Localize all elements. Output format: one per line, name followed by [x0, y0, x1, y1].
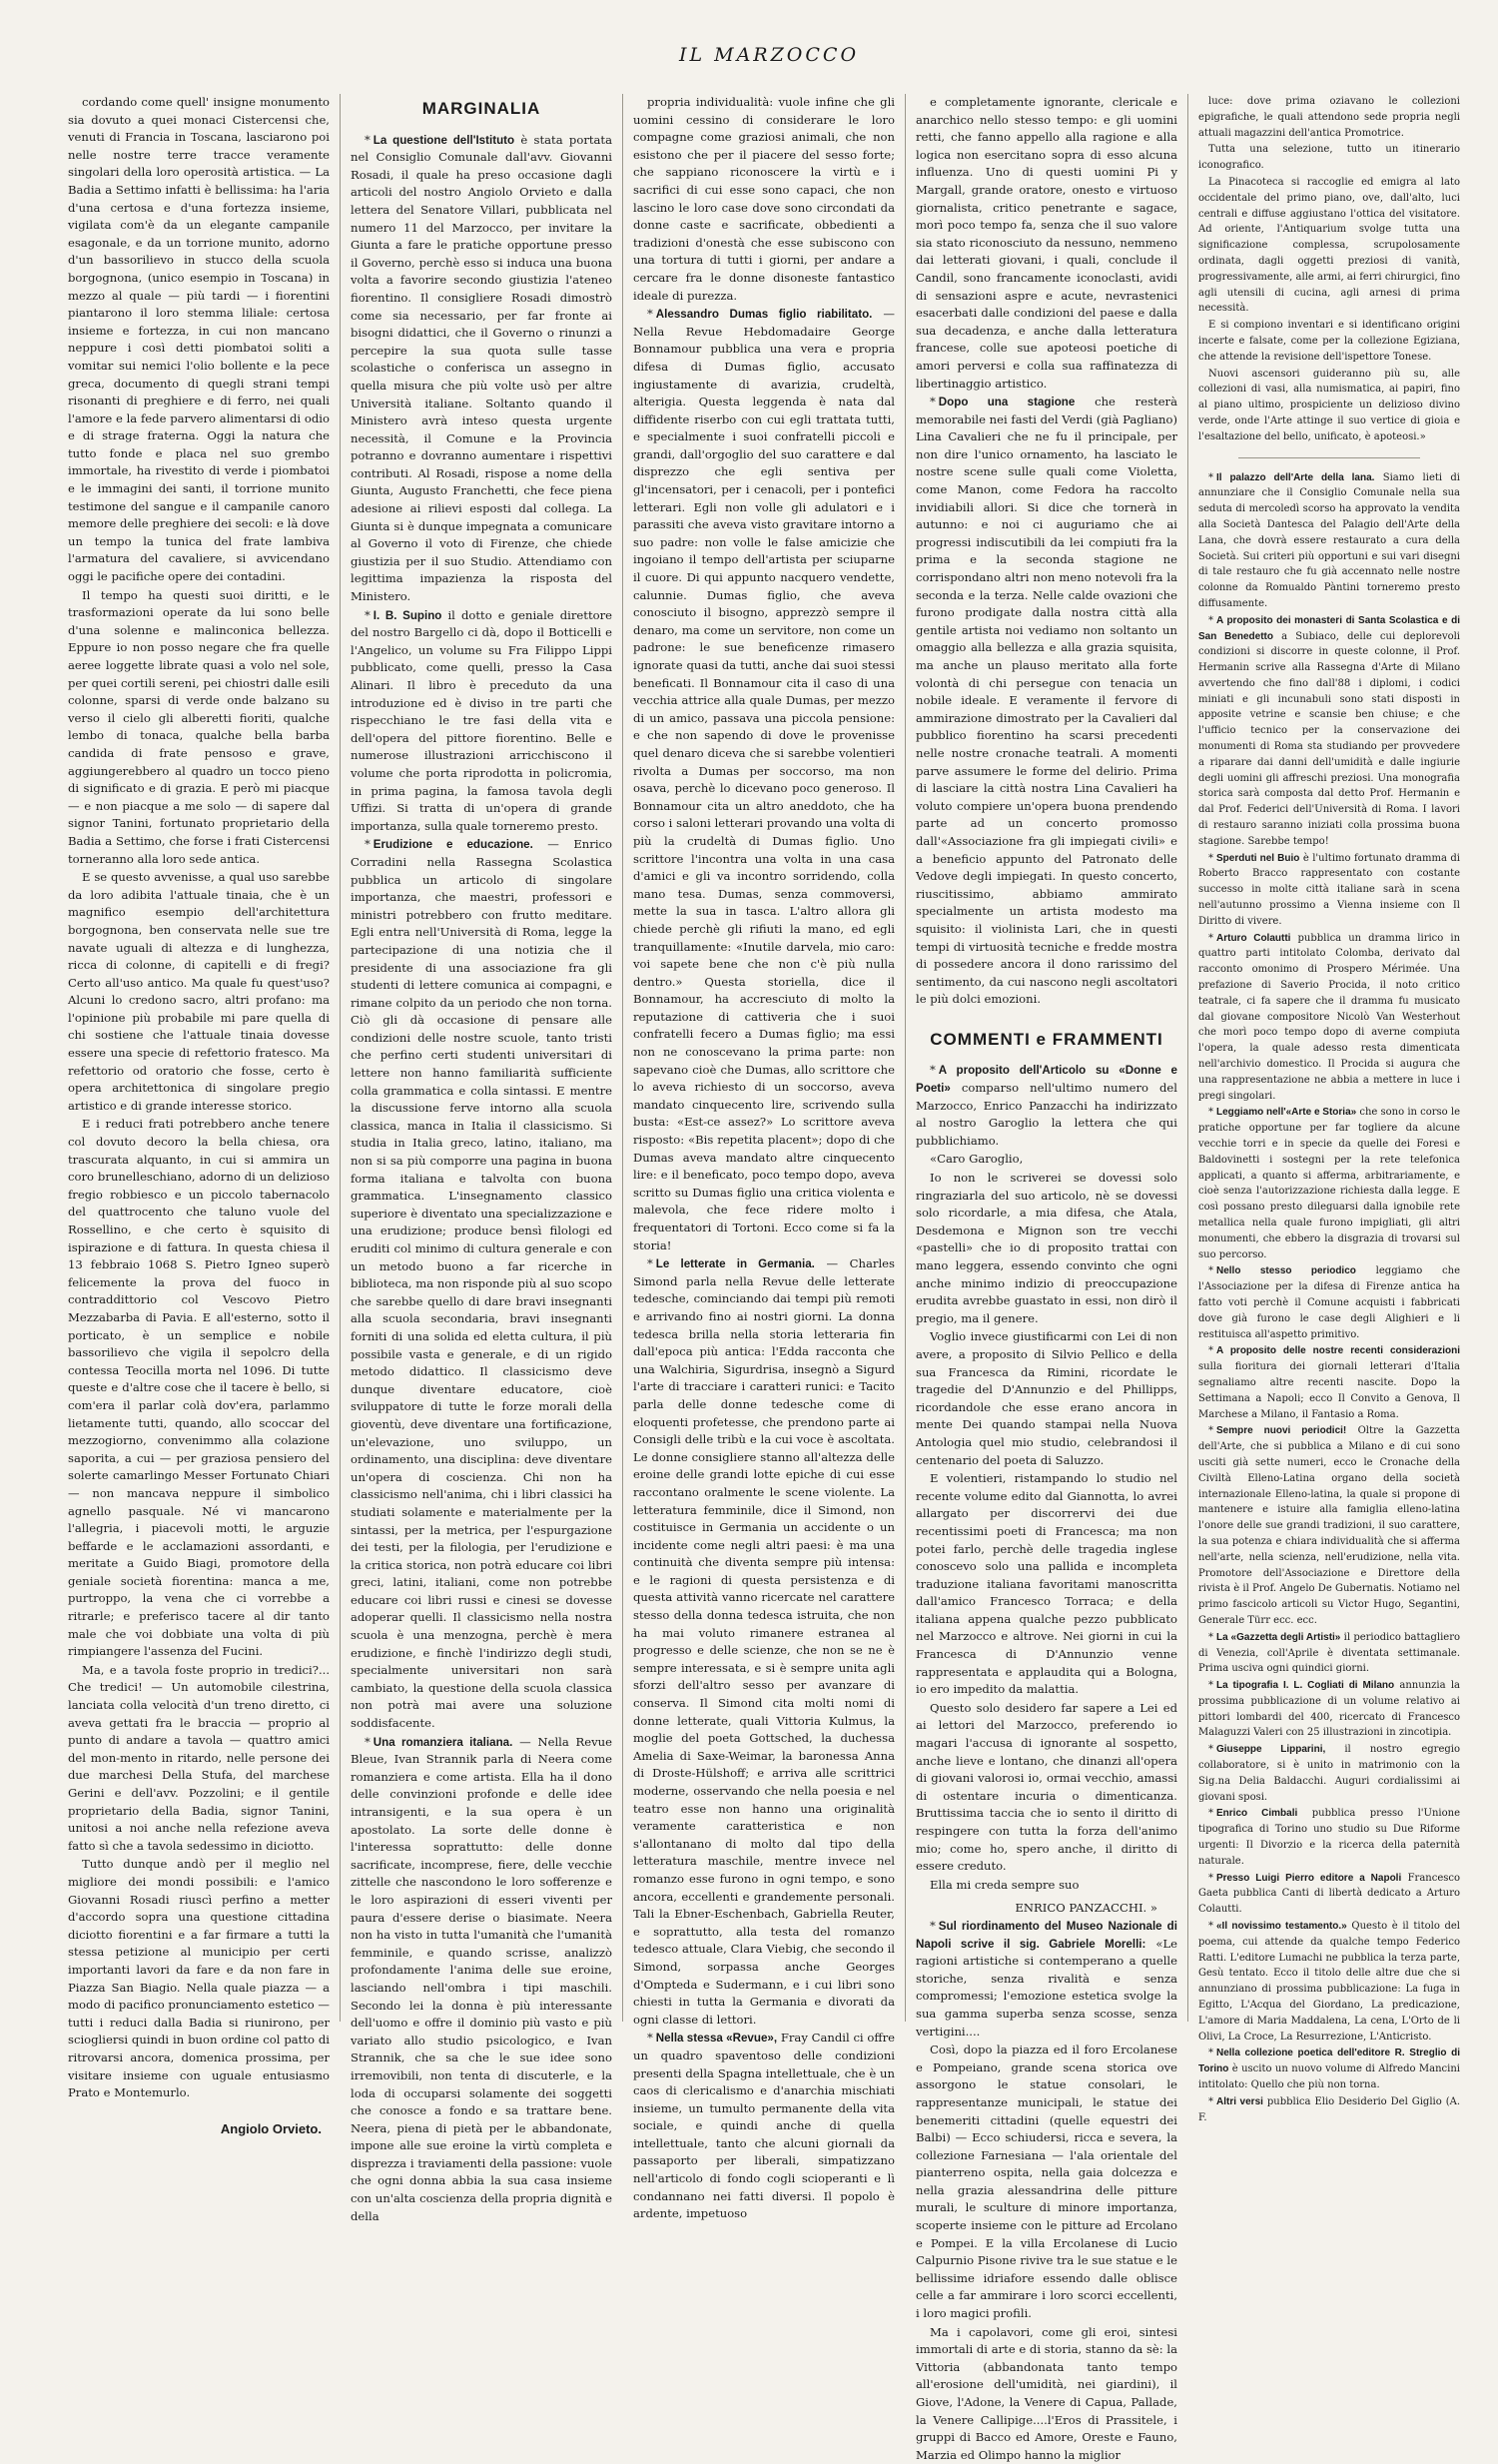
author-signature: Angiolo Orvieto.	[220, 2120, 322, 2136]
article-lead: Sempre nuovi periodici!	[1216, 1425, 1347, 1437]
article-text: Voglio invece giustificarmi con Lei di non avere, a proposito di Silvio Pellico e della sua Francesca da Rimini, ricordate le tragedie del D'Annunzio e del Phillipps, ricordandole che esse erano ancora in mente Dei quando stampai nella Nuova Antologia quel mio studio, celebrandosi il centenario del poeta di Saluzzo.	[916, 1329, 1177, 1467]
asterisk-icon: *	[1208, 1425, 1213, 1437]
article-lead: Una romanziera italiana.	[373, 1735, 513, 1749]
asterisk-icon: *	[365, 132, 371, 147]
article-text: — Nella Revue Hebdomadaire George Bonnamour pubblica una vera e propria difesa di Dumas figlio, accusato ingiustamente di avarizia, crudeltà, alterigia. Questa leggenda è nata dal diffidente riserbo con cui egli trattata tutti, e specialmente i suoi confratelli piccoli e grandi, dall'orgoglio del suo carattere e dal disprezzo che egli sentiva per gl'incensatori, per i cenacoli, per i pontefici letterari. Egli non volle gli adulatori e i parassiti che aveva visto gravitare intorno a suo padre: non volle le false amicizie che ingoiano il tempo dell'artista per sciuparne il cuore. Di qui appunto nacquero vendette, calunnie. Dumas figlio, che aveva conosciuto il bisogno, apprezzò sempre il denaro, ma come un servitore, non come un padrone: le sue beneficenze rimasero ignorate quasi da tutti, anche dai suoi stessi beneficati. Il Bonnamour cita il caso di una vecchia attrice alla quale Dumas, per mezzo di un amico, passava una piccola pensione: e che non sapendo di dove le provenisse quel denaro diceva che si sarebbe volentieri rivolta a Dumas per soccorso, ma non osava, perchè lo dicevano poco generoso. Il Bonnamour cita un altro aneddoto, che ha corso i saloni letterari provando una volta di più la crudeltà di Dumas figlio. Uno scrittore l'incontra una volta in una casa d'amici e gli va incontro sorridendo, colla mano tesa. Dumas, senza commoversi, mette la sua in tasca. L'altro allora gli chiede perchè gli rifiuti la mano, ed egli tranquillamente: «Inutile darvela, mio caro: voi sapete bene che non c'è più nulla dentro.» Questa storiella, dice il Bonnamour, ha accresciuto di molto la reputazione di cattiveria che i suoi confratelli fecero a Dumas figlio; ma essi non ne conoscevano la prima parte: non sapevano cioè che Dumas, allo scrittore che lo aveva richiesto di un soccorso, aveva mandato cinquecento lire, scrivendo sulla busta: «Est-ce assez?» Lo scrittore aveva risposto: «Bis repetita placent»; dopo di che Dumas aveva mandato altre cinquecento lire: e il beneficato, poco tempo dopo, aveva scritto su Dumas figlio una critica violenta e malevola, che fece ridere molto i frequentatori di Tortoni. Ecco come si fa la storia!	[633, 307, 895, 1252]
column-2	[340, 94, 622, 2223]
section-heading-marginalia: MARGINALIA	[421, 99, 541, 118]
section-heading-commenti: COMMENTI e FRAMMENTI	[930, 1029, 1163, 1049]
article-lead: Alessandro Dumas figlio riabilitato.	[655, 308, 873, 322]
article-paragraph	[1198, 1871, 1460, 1918]
article-paragraph	[633, 94, 895, 305]
article-lead: Nella stessa «Revue»,	[655, 2032, 778, 2046]
article-lead: «Il novissimo testamento.»	[1216, 1921, 1347, 1933]
article-lead: Le letterate in Germania.	[655, 1257, 815, 1271]
asterisk-icon: *	[1208, 1921, 1213, 1933]
article-lead: La questione dell'Istituto	[373, 133, 515, 147]
article-lead: Erudizione e educazione.	[373, 838, 533, 852]
article-text: — Nella Revue Bleue, Ivan Strannik parla di Neera come romanziera e come artista. Ella ha il dono delle convinzioni profonde e delle idee intransigenti, e la sua opera è un apostolato. La sorte delle donne è l'interessa soprattutto: delle donne sacrificate, incomprese, fiere, delle vecchie zittelle che nascondono le loro sofferenze e le loro aspirazioni di esseri viventi per paura d'essere derise o biasimate. Neera non ha visto in tutta l'umanità che l'umanità femminile, e quando scrisse, analizzò profondamente l'anima delle sue eroine, lasciando nell'ombra i tipi maschili. Secondo lei la donna è più interessante dell'uomo e offre il dominio più vasto e più variato allo studio psicologico, e Ivan Strannik, che sa che le sue idee sono irremovibili, non tenta di discuterle, e la loda di occuparsi solamente dei soggetti che conosce a fondo e sa trattare bene. Neera, piena di pietà per le abbandonate, impone alle sue eroine la virtù completa e disprezza i traviamenti della passione: vuole che ogni donna abbia la sua casa insieme con un'alta coscienza della propria dignità e della	[351, 1734, 613, 2223]
article-text: che sono in corso le pratiche opportune per far togliere da alcune vecchie torri e in specie da quelle dei Foresi e Baldovinetti i sostegni per la rete telefonica applicati, a quanto si afferma, arbitrariamente, e cioè senza l'autorizzazione richiesta dalla legge. E così possano presto dileguarsi dalla ignobile rete metallica nella quale furono impigliati, gli altri monumenti, che ebbero la disgrazia di trovarsi sul suo percorso.	[1198, 1107, 1460, 1260]
article-text: Io non le scriverei se dovessi solo ringraziarla del suo articolo, nè se dovessi solo ricordarle, a mia difesa, che Atala, Desdemona e Mignon son tre vecchi «pastelli» che io di proposito trattai con mano leggera, essendo convinto che ogni anche minimo indizio di preoccupazione erudita avrebbe guastato in essi, non dirò il pregio, ma il genere.	[916, 1171, 1177, 1325]
letter-signature: ENRICO PANZACCHI. »	[1015, 1901, 1157, 1916]
asterisk-icon: *	[365, 837, 371, 852]
column-1	[68, 94, 340, 2136]
article-paragraph	[916, 1151, 1177, 1169]
asterisk-icon: *	[647, 1256, 653, 1271]
article-paragraph	[1198, 1630, 1460, 1677]
article-paragraph	[351, 132, 612, 606]
article-lead: Il palazzo dell'Arte della lana.	[1216, 471, 1375, 483]
asterisk-icon: *	[930, 1063, 936, 1078]
asterisk-icon: *	[1208, 932, 1213, 944]
article-text: a Subiaco, delle cui deplorevoli condizioni si discorre in queste colonne, il Prof. Hermanin scrive alla Rassegna d'Arte di Milano avvertendo che fino dall'88 i diplomi, i codici miniati e gli incunabuli sono stati disposti in apposite vetrine e scansie ben chiuse; e che l'ufficio tecnico per la conservazione dei monumenti di Roma sta studiando per provvedere a riparare dai danni dell'umidità e dalle ingiurie degli uomini gli affreschi preziosi. Una monografia storica sarà composta dal detto Prof. Hermanin e dal Prof. Federici dell'Università di Roma. I lavori di restauro saranno iniziati colla prossima buona stagione. Sarebbe tempo!	[1198, 630, 1461, 847]
column-4	[905, 94, 1187, 2462]
article-text: — Charles Simond parla nella Revue delle letterate tedesche, cominciando dai tempi più remoti e arrivando fino ai nostri giorni. La donna tedesca brilla nella storia letteraria fin dall'epoca più antica: l'Edda racconta che una Walchiria, Sigurdrisa, insegnò a Sigurd l'arte di tracciare i caratteri runici: e Tacito parla delle donne tedesche come di eloquenti profetesse, che prendono parte ai Consigli delle tribù e la cui voce è ascoltata. Le donne consigliere stanno all'altezza delle eroine delle grandi lotte epiche di cui esse raccontano oralmente le scene violente. La letteratura femminile, dice il Simond, non costituisce in Germania un accidente o un incidente come negli altri paesi: è ma una continuità che diventa sempre più intensa: e le ragioni di questa persistenza e di questa attività vanno ricercate nel carattere stesso della donna tedesca istruita, che non ha mai voluto rimanere estranea al progresso e delle scienze, che non se ne è sempre interessata, e si è sempre unita agli sforzi dell'altro sesso per avanzare di conserva. Il Simond cita molti nomi di donne letterate, quali Vittoria Kulmus, la moglie del poeta Gottsched, la duchessa Amelia di Saxe-Weimar, la baronessa Anna di Droste-Hülshoff; e arriva alle scrittrici moderne, osservando che nella poesia e nel teatro esse non hanno una originalità veramente caratteristica e non s'allontanano di molto dal tipo della letteratura maschile, mentre invece nel romanzo esse furono in ogni tempo, e sono ancora, eccellenti e grandemente personali. Tali la Ebner-Eschenbach, Gabriella Reuter, e soprattutto, alla testa del romanzo tedesco attuale, Clara Viebig, che secondo il Simond, sorpassa anche Georges d'Ompteda e Sudermann, e i cui libri sono chiesti in tutta la Germania e divorati da ogni classe di lettori.	[633, 1256, 895, 2027]
article-paragraph	[633, 2030, 895, 2223]
article-lead: Nella collezione poetica dell'editore R. Streglio di Torino	[1198, 2048, 1460, 2075]
article-paragraph	[1198, 318, 1460, 365]
article-paragraph	[916, 1700, 1177, 1876]
article-paragraph	[916, 1062, 1177, 1150]
article-paragraph	[1198, 931, 1460, 1105]
article-text: Francesco Gaeta pubblica Canti di libertà dedicato a Arturo Colautti.	[1198, 1872, 1460, 1916]
article-text: Siamo lieti di annunziare che il Consiglio Comunale nella sua seduta di mercoledì scorso ha approvato la vendita alla Società Dantesca del Palagio dell'Arte della Lana, che dovrà essere restaurato a cura della Società. Sui criteri più opportuni e sui vari disegni di tale restauro che fu già accennato nelle nostre colonne da Romualdo Pàntini torneremo presto diffusamente.	[1198, 471, 1460, 609]
column-5	[1187, 94, 1470, 2123]
article-paragraph	[1198, 94, 1460, 141]
article-text: propria individualità: vuole infine che gli uomini cessino di considerare le loro compagne come graziosi animali, che non esistono che per il piacere del sesso forte; che sappiano riconoscere la virtù e i sacrifici di cui esse sono capaci, che non lascino le loro case dove sono circondati da donne caste e sacrificate, obbedienti a tradizioni d'onestà che esse subiscono con una tortura di tutti i giorni, per andare a cercare fra le donne disoneste fantastico ideale di purezza.	[633, 95, 895, 303]
article-paragraph	[1198, 1263, 1460, 1342]
article-paragraph	[1198, 175, 1460, 317]
article-lead: Arturo Colautti	[1216, 932, 1291, 944]
article-paragraph: cordando come quell' insigne monumento sia dovuto a quei monaci Cistercensi che, venuti di Francia in Toscana, lasciarono poi nelle nostre terre tracce veramente singolari della loro operosità artistica. — La Badia a Settimo infatti è bellissima: ha l'aria d'una certosa e d'una fortezza insieme, vigilata com'è da un elegante campanile esagonale, e da un torrione munito, adorno d'un bassorilievo in stucco della scuola borgognona, (unico esempio in Toscana) in mezzo al quale — più tardi — i fiorentini piantarono il loro stemma liliale: certosa insieme e fortezza, in cui non mancano neppure i così detti piombatoi soliti a vomitar sui nemici l'olio bollente e la pece greca, documento di quegli strani tempi risonanti di preghiere e di ferro, nei quali l'amore e la fede parvero alimentarsi di odio e di strage fraterna. Oggi la natura che tutto fonde e placa nel suo grembo immortale, ha rivestito di verde i piombatoi e le immagini dei santi, il torrione munito testimone del sangue e il campanile canoro memore delle preghiere dei secoli: e là dove un tempo la tunica del frate lambiva l'armatura del cavaliere, si avvicendano oggi le pacifiche opere dei contadini.	[68, 95, 330, 584]
article-text: «Le ragioni artistiche si contemperano a quelle storiche, senza rivalità e senza compromessi; l'emozione estetica svolge la sua gamma superba senza scosse, senza vertigini....	[916, 1936, 1178, 2039]
article-text: Tutta una selezione, tutto un itinerario iconografico.	[1198, 144, 1460, 172]
article-text: Fray Candil ci offre un quadro spaventoso delle condizioni presenti della Spagna intellettuale, che è un caos di clericalismo e d'anarchia mischiati insieme, un tumulto permanente della vita sociale, e quindi anche di quella intellettuale, tanto che alcuni giornali da passaporto per liberali, simpatizzano nell'articolo di fondo cogli scioperanti e lì condannano nei fatti diversi. Il popolo è ardente, impetuoso	[633, 2031, 896, 2221]
article-text: La Pinacoteca si raccoglie ed emigra al lato occidentale del primo piano, ove, dall'alto, luci centrali e diffuse aggiustano l'ottica del visitatore. Ad oriente, l'Antiquarium svolge tutta una significazione complessa, scrupolosamente ordinata, dagli oggetti preziosi di vanità, progressivamente, alle armi, ai ferri chirurgici, fino agli utensili di cucina, agli arnesi di prima necessità.	[1198, 176, 1460, 315]
article-text: pubblica presso l'Unione tipografica di Torino uno studio su Due Riforme urgenti: Il Divorzio e la ricerca della paternità naturale.	[1198, 1808, 1460, 1867]
article-paragraph	[351, 1734, 612, 2226]
article-paragraph: Ma, e a tavola foste proprio in tredici?... Che tredici! — Un automobile cilestrina, lanciata colla velocità d'un treno diretto, ci aveva gettati fra le braccia — proprio al punto di andare a tavola — quattro amici del mon-mento in ritardo, nelle persone dei due marchesi Della Stufa, del marchese Gerini e dell'avv. Pozzolini; e il gentile proprietario della Badia, signor Tanini, unitosi a noi anche nella refezione aveva fatto sì che a tavola sedessimo in diciotto.	[68, 1662, 330, 1853]
asterisk-icon: *	[1208, 852, 1213, 864]
article-text: Questo solo desidero far sapere a Lei ed ai lettori del Marzocco, preferendo io magari l'accusa di ignorante al sospetto, anche lieve e lontano, che dinanzi all'opera di giovani valorosi io, ormai vecchio, amassi di ostentare incuria o dimenticanza. Bruttissima taccia che io sento il diritto di respingere con tutta la forza dell'animo mio; come ho, spero anche, il diritto di essere creduto.	[916, 1700, 1177, 1874]
article-lead: A proposito dell'Articolo su «Donne e Poeti»	[916, 1064, 1177, 1096]
article-paragraph	[1198, 1343, 1460, 1422]
article-lead: A proposito dei monasteri di Santa Scolastica e di San Benedetto	[1198, 614, 1460, 642]
asterisk-icon: *	[1208, 2048, 1213, 2059]
article-paragraph	[1198, 1806, 1460, 1869]
article-text: comparso nell'ultimo numero del Marzocco, Enrico Panzacchi ha indirizzato al nostro Garoglio la lettera che qui pubblichiamo.	[916, 1081, 1177, 1148]
article-text: e completamente ignorante, clericale e anarchico nello stesso tempo: e gli uomini retti, che fanno appello alla ragione e alla logica non esercitano sopra di esso alcuna influenza. Uno di questi uomini Pi y Margall, grande oratore, onesto e virtuoso giornalista, critico penetrante e sagace, morì poco tempo fa, senza che il suo valore sia stato riconosciuto da nessuno, nemmeno dai letterati giovani, i quali, conclude il Candil, sono francamente iconoclasti, avidi di sensazioni aspre e acute, nevrastenici esacerbati dalle condizioni del paese e dalla sua decadenza, e anche dalla letteratura francese, colle sue apoteosi poetiche di amori perversi e colla sua raffinatezza di libertinaggio artistico.	[916, 95, 1177, 391]
article-paragraph	[916, 1877, 1177, 1895]
article-paragraph	[1198, 2094, 1460, 2126]
running-head: IL MARZOCCO	[678, 44, 860, 66]
article-text: Ma i capolavori, come gli eroi, sintesi immortali di arte e di storia, stanno da sè: la Vittoria (abbandonata tanto tempo all'erosione dell'umidità, nei giardini), il Giove, l'Adone, la Venere di Capua, Pallade, la Venere Callipige....l'Eros di Prassitele, i gruppi di Bacco ed Amore, Oreste e Fauno, Marzia ed Olimpo hanno la miglior	[916, 2324, 1178, 2462]
asterisk-icon: *	[1208, 1872, 1213, 1884]
asterisk-icon: *	[1208, 614, 1213, 626]
article-lead: Giuseppe Lipparini,	[1216, 1744, 1326, 1756]
article-text: pubblica Elio Desiderio Del Giglio (A. F.	[1198, 2095, 1461, 2123]
asterisk-icon: *	[930, 395, 936, 410]
article-text: Così, dopo la piazza ed il foro Ercolanese e Pompeiano, grande scena storica ove assorgono le statue consolari, le rappresentanze municipali, le statue dei benemeriti cittadini (quelle equestri dei Balbi) — Ecco schiudersi, ricca e severa, la collezione Farnesiana — l'ala orientale del pianterreno ospita, nella gaia dolcezza e nella grazia alessandrina delle pitture murali, le sculture di minore importanza, scoperte insieme con le pitture ad Ercolano e Pompei. E la villa Ercolanese di Lucio Calpurnio Pisone rivive tra le sue statue e le bellissime idriafore essendo dalle oblisce celle a far ammirare i loro scorci eccellenti, i loro magici profili.	[916, 2043, 1177, 2321]
article-text: luce: dove prima oziavano le collezioni epigrafiche, le quali attendono sede propria negli attuali magazzini dell'antica Promotrice.	[1198, 96, 1460, 139]
asterisk-icon: *	[1208, 1265, 1213, 1277]
article-lead: Leggiamo nell'«Arte e Storia»	[1216, 1107, 1357, 1119]
article-text: è l'ultimo fortunato dramma di Roberto Bracco rappresentato con costante successo in molte città italiane sarà in scena nell'autunno prossimo a Vienna insieme con Il Diritto di vivere.	[1198, 852, 1460, 927]
asterisk-icon: *	[365, 607, 371, 622]
article-text: E volentieri, ristampando lo studio nel recente volume edito dal Giannotta, lo avrei allargato per discorrervi dei due recentissimi poeti di Francesca; ma non potei farlo, perchè delle tragedia inglese conoscevo solo una pallida e incompleta traduzione italiana favoritami manoscritta dall'amico Francesco Torraca; e della italiana appena qualche pezzo pubblicato nel Marzocco e altrove. Nei giorni in cui la Francesca di D'Annunzio venne rappresentata e applaudita qui a Bologna, io ero impedito da malattia.	[916, 1471, 1177, 1697]
article-paragraph	[1198, 613, 1460, 850]
article-text: sulla fioritura dei giornali letterari d'Italia segnaliamo altre recenti nascite. Dopo la Settimana a Napoli; ecco Il Convito a Genova, Il Marchese a Milano, il Fantasio a Roma.	[1198, 1361, 1460, 1420]
article-paragraph	[351, 836, 612, 1732]
article-paragraph	[916, 1470, 1177, 1699]
article-text: il nostro egregio collaboratore, si è unito in matrimonio con la Sig.na Delia Baldacchi. Auguri cordialissimi ai giovani sposi.	[1198, 1744, 1460, 1803]
article-paragraph	[916, 2324, 1177, 2464]
article-paragraph	[916, 1170, 1177, 1327]
asterisk-icon: *	[1208, 1680, 1213, 1692]
article-paragraph	[916, 1328, 1177, 1469]
article-lead: Enrico Cimbali	[1216, 1808, 1298, 1820]
article-paragraph	[1198, 1678, 1460, 1741]
article-paragraph	[1198, 367, 1460, 445]
asterisk-icon: *	[365, 1734, 371, 1749]
article-paragraph	[1198, 2046, 1460, 2092]
asterisk-icon: *	[647, 307, 653, 322]
article-lead: Sul riordinamento del Museo Nazionale di Napoli scrive il sig. Gabriele Morelli:	[916, 1919, 1177, 1951]
article-lead: Nello stesso periodico	[1216, 1265, 1356, 1277]
article-text: pubblica un dramma lirico in quattro parti intitolato Colomba, derivato dal racconto omonimo di Prospero Mérimée. Una prefazione di Saverio Procida, il noto critico teatrale, ci fa sapere che il dramma fu musicato dal giovane compositore Nicolò Van Westerhout che morì poco tempo dopo di averne compiuta l'opera, la quale adesso resta dimenticata nell'archivio domestico. Il Procida si augura che una rappresentazione ne abbia a mettere in luce i pregi singolari.	[1198, 932, 1461, 1102]
asterisk-icon: *	[930, 1918, 936, 1933]
article-paragraph	[916, 1918, 1177, 2041]
asterisk-icon: *	[1208, 1744, 1213, 1756]
article-lead: Sperduti nel Buio	[1216, 852, 1300, 864]
article-lead: La tipografia I. L. Cogliati di Milano	[1216, 1680, 1395, 1692]
asterisk-icon: *	[1208, 1808, 1213, 1820]
article-lead: La «Gazzetta degli Artisti»	[1216, 1631, 1341, 1643]
article-text: — Enrico Corradini nella Rassegna Scolastica pubblica un articolo di singolare importanza, che maestri, professori e ministri potrebbero con frutto meditare. Egli entra nell'Università di Roma, legge la partecipazione di una notizia che il presidente di una associazione fra gli studenti di lettere comunica ai compagni, e rimane colpito da un periodo che non torna. Ciò gli dà occasione di pensare alle condizioni delle nostre scuole, tanto tristi che perfino certi studenti universitari di lettere non hanno familiarità sufficiente colla grammatica e colla sintassi. E mentre la discussione ferve intorno alla scuola classica, manca in Italia il classicismo. Si studia in Italia greco, latino, italiano, ma non si sa più comporre una pagina in buona forma italiana e talvolta con buona grammatica. L'insegnamento classico superiore è diventato una specializzazione e una erudizione; produce bensì filologi ed eruditi col minimo di cultura generale e con un metodo buono a far ricerche in biblioteca, ma non risponde più al suo scopo che sarebbe quello di dare bravi insegnanti alla scuola secondaria, bravi insegnanti forniti di una solida ed eletta cultura, il più possibile vasta e generale, e di un rigido metodo didattico. Il classicismo deve dunque diventare educatore, cioè sviluppatore di tutte le forze morali della gioventù, deve diventare una fortificazione, un'elevazione, uno sviluppo, un ordinamento, una disciplina: deve diventare un'opera di coscienza. Chi non ha classicismo nell'anima, chi i libri classici ha studiati solamente e materialmente per la sintassi, per la metrica, per l'espurgazione dei testi, per la filologia, per l'erudizione e la critica storica, non potrà educare coi libri greci, latini, italiani, come non potrebbe educare coi libri russi e cinesi se dovesse adoperar quelli. Il classicismo nella nostra scuola è una menzogna, perchè è mera erudizione, e finchè l'indirizzo degli studi, specialmente universitari non sarà cambiato, la questione della scuola classica non potrà mai avere una soluzione soddisfacente.	[351, 837, 612, 1731]
article-paragraph	[916, 94, 1177, 393]
article-paragraph	[1198, 470, 1460, 612]
asterisk-icon: *	[647, 2031, 653, 2046]
article-lead: A proposito delle nostre recenti considerazioni	[1216, 1345, 1460, 1357]
article-text: che resterà memorabile nei fasti del Verdi (già Pagliano) Lina Cavalieri che ne fu il principale, per non dire l'unico ornamento, ha lasciato le nostre scene sulle quali come Violetta, come Manon, come Fedora ha raccolto invidiabili allori. Si dice che tornerà in autunno: e noi ci auguriamo che ai progressi indiscutibili da lei compiuti fra la prima e la seconda stagione ne corrispondano altri non meno notevoli fra la seconda e la terza. Nelle calde ovazioni che furono prodigate dalla nostra città alla gentile artista noi vediamo non soltanto un omaggio alla bellezza e alla grazia squisita, ma anche un plauso meritato alla forte volontà di chi persegue con tenacia un nobile ideale. E veramente il fervore di ammirazione dimostrato per la Cavalieri dal pubblico fiorentino ha scarsi precedenti nelle nostre cronache teatrali. A momenti parve assumere le forme del delirio. Prima di lasciare la città nostra Lina Cavalieri ha voluto compiere un'opera buona prendendo parte ad un concerto promosso dall'«Associazione fra gli impiegati civili» e a beneficio appunto del Patronato delle Vedove degli impiegati. In questo concerto, riuscitissimo, abbiamo ammirato specialmente un artista modesto ma squisito: il violinista Lari, che in questi tempi di virtuosità tecniche e fredde mostra di possedere ancora il dono rarissimo del sentimento, da cui nascono negli ascoltatori le più dolci emozioni.	[916, 395, 1178, 1007]
article-paragraph	[633, 306, 895, 1254]
article-text: Nuovi ascensori guideranno più su, alle collezioni di vasi, alla numismatica, ai papiri, fino al piano ultimo, prospiciente un delizioso divino verde, onde l'Arte attinge il suo vertice di gioia e l'esaltazione del bello, unificato, è apoteosi.»	[1198, 368, 1460, 442]
asterisk-icon: *	[1208, 471, 1213, 483]
article-lead: Dopo una stagione	[938, 396, 1076, 410]
article-paragraph: E se questo avvenisse, a qual uso sarebbe da loro adibita l'attuale tinaia, che è un magnifico esempio dell'architettura borgognona, ben conservata nelle sue tre navate uguali di altezza e di lunghezza, ricca di colonne, di capitelli e di fregi? Certo all'uso antico. Ma quale fu quest'uso? Alcuni lo credono sacro, altri profano: ma l'opinione più probabile mi pare quella di chi sostiene che l'attuale tinaia dovesse essere una specie di refettorio fratesco. Ma refettorio od oratorio che fosse, certo è opera architettonica di singolare pregio artistico e di grande interesse storico.	[68, 870, 330, 1113]
article-text: leggiamo che l'Associazione per la difesa di Firenze antica ha fatto voti perchè il Comune acquisti i fabbricati dove già furono le case degli Alighieri e li restituisca all'aspetto primitivo.	[1198, 1265, 1460, 1340]
article-paragraph: Tutto dunque andò per il meglio nel migliore dei mondi possibili: e l'amico Giovanni Rosadi riuscì perfino a metter d'accordo sopra una questione cittadina diciotto fiorentini e a far firmare a tutti la stessa petizione al municipio per certi importanti lavori da fare e da non fare in Piazza San Biagio. Nella quale piazza — a modo di pacifico pronunciamento estetico — tutti i reduci dalla Badia si riunirono, per sciogliersi quindi in buon ordine col patto di ritrovarsi ancora, domenica prossima, per visitare insieme con uguale entusiasmo Prato e Montemurlo.	[68, 1857, 330, 2100]
article-lead: Presso Luigi Pierro editore a Napoli	[1216, 1872, 1402, 1884]
article-text: il periodico battagliero di Venezia, coll'Aprile è diventata settimanale. Prima usciva ogni quindici giorni.	[1198, 1631, 1461, 1675]
article-text: è uscito un nuovo volume di Alfredo Mancini intitolato: Quello che più non torna.	[1198, 2063, 1460, 2091]
asterisk-icon: *	[1208, 2095, 1213, 2107]
asterisk-icon: *	[1208, 1107, 1213, 1119]
article-paragraph	[1198, 1423, 1460, 1628]
article-paragraph	[633, 1255, 895, 2029]
asterisk-icon: *	[1208, 1631, 1213, 1643]
article-paragraph	[1198, 851, 1460, 930]
article-text: Oltre la Gazzetta dell'Arte, che si pubblica a Milano e di cui sono usciti già sette numeri, ecco le Cronache della Civiltà Elleno-Latina organo della società internazionale Elleno-latina, la quale si propone di mantenere e istuire alla famiglia elleno-latina l'onore delle sue grandi tradizioni, il suo carattere, la sua potenza e chiara individualità che si afferma nell'arte, nella scienza, nell'erudizione, nella vita. Promotore dell'Associazione e Direttore della rivista è il Prof. Angelo De Gubernatis. Notiamo nel primo fascicolo articoli su Victor Hugo, Segantini, Generale Türr ecc. ecc.	[1198, 1425, 1460, 1626]
section-divider	[1238, 457, 1420, 458]
article-paragraph	[916, 2042, 1177, 2323]
article-text: il dotto e geniale direttore del nostro Bargello ci dà, dopo il Botticelli e l'Angelico, un volume su Fra Filippo Lippi pubblicato, come quelli, presso la Casa Alinari. Il libro è preceduto da una introduzione ed è diviso in tre parti che rispecchiano le tre fasi della vita e dell'opera del pittore fiorentino. Belle e numerose illustrazioni arricchiscono il volume che porta riprodotta in policromia, in prima pagina, la famosa tavola degli Uffizi. Si tratta di un'opera di grande importanza, sulla quale torneremo presto.	[351, 607, 612, 833]
article-paragraph	[1198, 142, 1460, 174]
article-lead: Altri versi	[1216, 2095, 1263, 2107]
article-paragraph	[1198, 1919, 1460, 2045]
article-paragraph	[1198, 1742, 1460, 1805]
column-3	[622, 94, 905, 2221]
article-text: è stata portata nel Consiglio Comunale dall'avv. Giovanni Rosadi, il quale ha preso occasione dagli articoli del nostro Angiolo Orvieto e dalla lettera del Senatore Villari, pubblicata nel numero 11 del Marzocco, per invitare la Giunta a fare le pratiche opportune presso il Governo, perchè esso si induca una buona volta a favorire secondo giustizia l'ateneo fiorentino. Il consigliere Rosadi dimostrò come sia necessario, per far fronte ai bisogni didattici, che il Governo o rinunzi a percepire la sua quota sulle tasse scolastiche o conferisca un assegno in quella misura che più volte usò per altre Università italiane. Soltanto quando il Ministero avrà inteso questa urgente necessità, il Comune e la Provincia potranno e dovranno aumentare i rispettivi contributi. Al Rosadi, rispose a nome della Giunta, Augusto Franchetti, che fece piena adesione ai rilievi esposti dal collega. La Giunta si è dunque impegnata a comunicare al Governo il voto di Firenze, che chiede giustizia per il suo Studio. Attendiamo con legittima impazienza la risposta del Ministero.	[351, 132, 613, 604]
columns	[68, 94, 1470, 2462]
article-paragraph: E i reduci frati potrebbero anche tenere col dovuto decoro la bella chiesa, ora trascurata alquanto, in cui si ammira un coro brunelleschiano, adorno di un delizioso fregio robbiesco e un piccolo tabernacolo del quattrocento che taluno vuole del Rossellino, e che certo è squisito di ispirazione e di fattura. In questa chiesa il 13 febbraio 1068 S. Pietro Igneo superò felicemente la prova del fuoco in contraddittorio col Vescovo Pietro Mezzabarba di Pavia. E all'esterno, sotto il porticato, è un semplice e nobile bassorilievo che vigila il sepolcro della contessa Teocilla morta nel 1096. Di tutte queste e d'altre cose che il tacere è bello, si com'era il parlar colà dov'era, parlammo lietamente tutti, quando, allo scoccar del mezzogiorno, convenimmo alla colazione saporita, a cui — per graziosa pensiero del solerte camarlingo Messer Fortunato Chiari — non mancava neppure il simbolico agnello pasquale. Né vi mancarono l'allegria, i piacevoli motti, le arguzie beffarde e le acclamazioni assordanti, e meritate a Guido Biagi, promotore della geniale società fiorentina: manca a me, purtroppo, la vena che ci vorrebbe a ritrarle; e preferisco tacere al dir tanto male che voi dobbiate una volta di più rimpiangere l'assenza del Fucini.	[68, 1117, 330, 1659]
article-lead: I. B. Supino	[373, 608, 442, 622]
article-paragraph	[351, 607, 612, 836]
asterisk-icon: *	[1208, 1345, 1213, 1357]
article-text: Ella mi creda sempre suo	[930, 1877, 1080, 1892]
article-paragraph: Il tempo ha questi suoi diritti, e le trasformazioni operate da lui sono belle d'una solenne e malinconica bellezza. Eppure io non posso negare che fra quelle aeree loggette librate quasi a volo nel sole, per quei cortili sereni, pei chiostri dalle esili colonne, sparsi di verde onde balzano su verso il cielo gli alberetti fioriti, qualche lembo di tonaca, qualche bella barba candida di frate pensoso e grave, aggiungerebbero al quadro un tocco pieno di significato e di grazia. E però mi piacque — e non piacque a me solo — di sapere dal signor Tanini, fortunato proprietario della Badia a Settimo, che forse i frati Cistercensi torneranno alla loro sede antica.	[68, 587, 330, 866]
article-text: Questo è il titolo del poema, cui attende da qualche tempo Federico Ratti. L'editore Lumachi ne pubblica la terza parte, Gesù tentato. Ecco il titolo delle altre due che si annunziano di prossima pubblicazione: La fuga in Egitto, L'Acqua del Giordano, La predicazione, L'amore di Maria Maddalena, La cena, L'Orto de li Olivi, La Croce, La Resurrezione, L'Anticristo.	[1198, 1921, 1461, 2043]
article-text: E si compiono inventari e si identificano origini incerte e falsate, come per la collezione Egiziana, che attende la revisione dell'ispettore Tonese.	[1198, 320, 1460, 363]
article-paragraph	[1198, 1105, 1460, 1262]
article-text: «Caro Garoglio,	[930, 1152, 1024, 1167]
article-text: annunzia la prossima pubblicazione di un volume relativo ai pittori lombardi del 400, ricercato di Francesco Malaguzzi Valeri con 25 illustrazioni in zincotipia.	[1198, 1680, 1460, 1739]
article-paragraph	[916, 394, 1177, 1009]
